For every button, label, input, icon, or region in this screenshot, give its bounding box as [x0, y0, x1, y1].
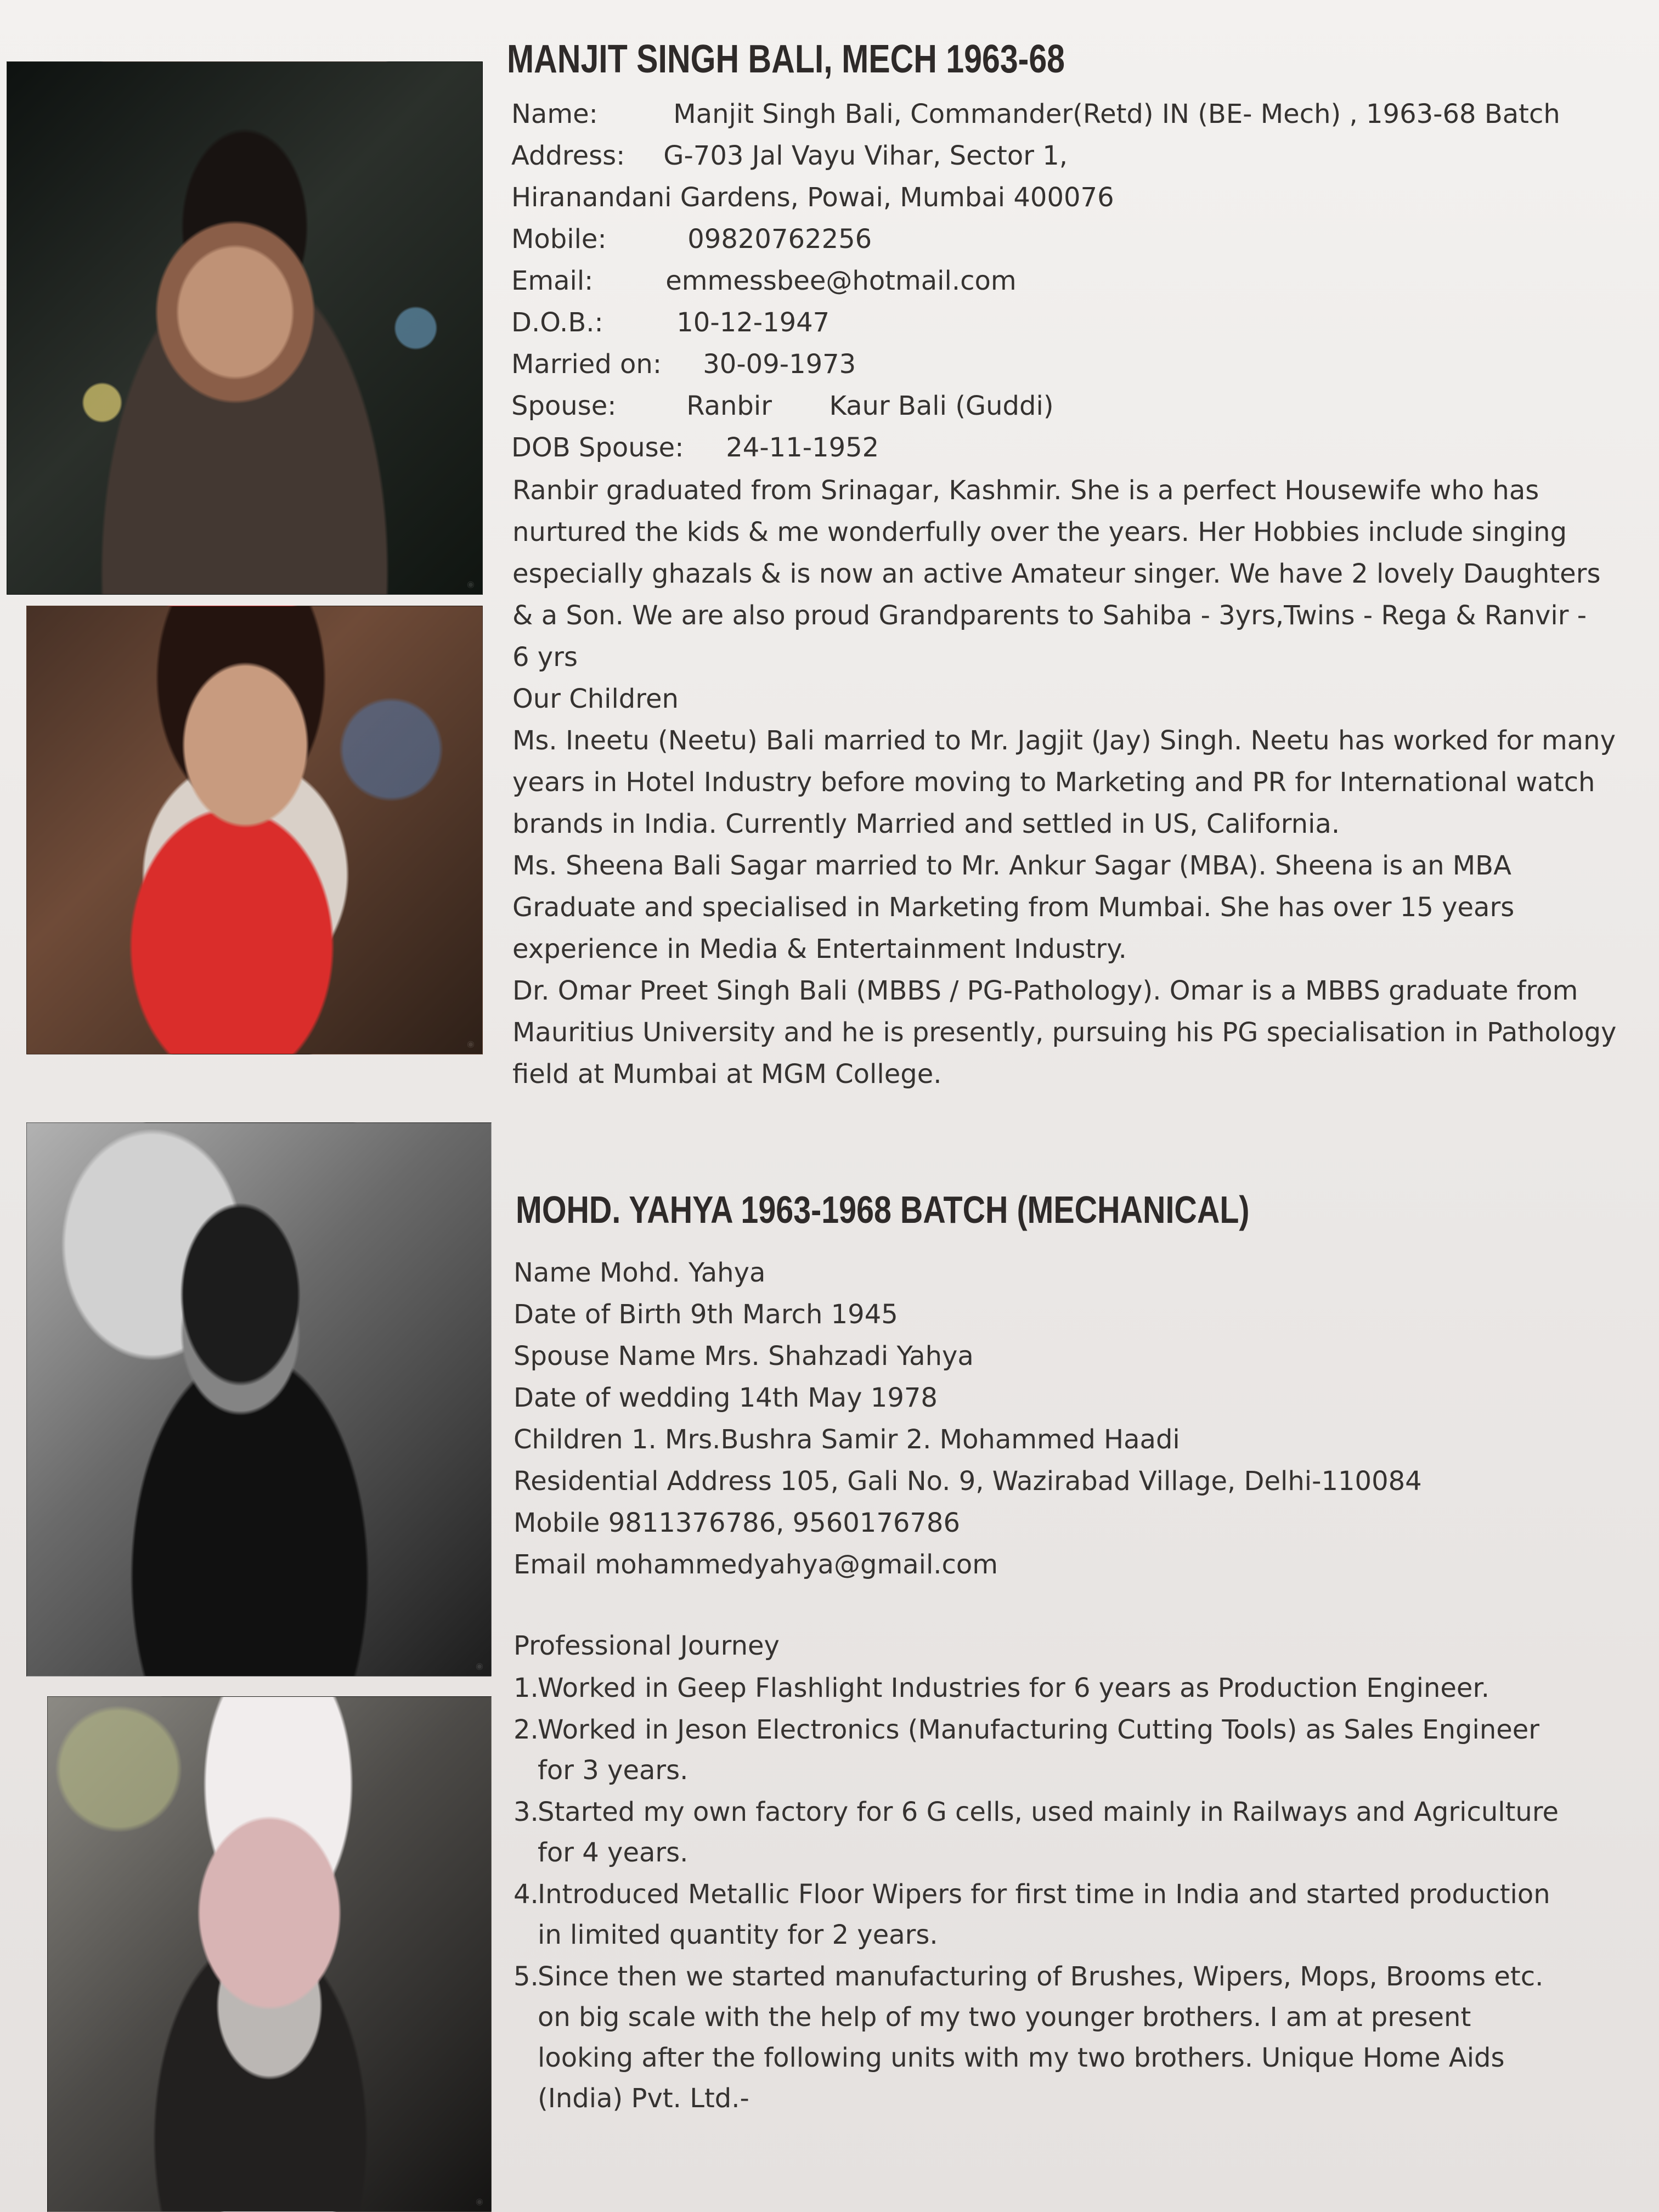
professional-journey-list	[514, 1668, 1567, 2120]
profile-field-line: Spouse Name Mrs. Shahzadi Yahya	[514, 1341, 974, 1372]
married-on-label: Married on:	[511, 349, 662, 380]
dob-value: 10-12-1947	[676, 307, 830, 338]
journey-item-content	[538, 1956, 1567, 2119]
portrait-icon: ◉	[476, 1661, 483, 1671]
section-2-title: MOHD. YAHYA 1963-1968 BATCH (MECHANICAL)	[516, 1188, 1250, 1231]
profile-field-line: Date of Birth 9th March 1945	[514, 1299, 898, 1330]
portrait-ranbir-kaur-bali	[26, 606, 483, 1054]
story-line: Ranbir graduated from Srinagar, Kashmir. She is a perfect Housewife who has	[512, 475, 1539, 506]
story-line: Ms. Sheena Bali Sagar married to Mr. Ankur Sagar (MBA). Sheena is an MBA	[512, 850, 1511, 881]
spouse-last-name: Kaur Bali (Guddi)	[829, 391, 1054, 421]
story-line: Mauritius University and he is presently, pursuing his PG specialisation in Pathology	[512, 1017, 1617, 1048]
profile-field-line: Date of wedding 14th May 1978	[514, 1383, 938, 1413]
mobile-label: Mobile:	[511, 224, 607, 255]
journey-item	[514, 1874, 1567, 1955]
journey-item-line: (India) Pvt. Ltd.-	[538, 2083, 749, 2114]
journey-item-line: for 4 years.	[538, 1837, 689, 1868]
address-line-1: G-703 Jal Vayu Vihar, Sector 1,	[663, 140, 1068, 171]
professional-journey-title: Professional Journey	[514, 1630, 780, 1661]
journey-item	[514, 1792, 1567, 1873]
address-label: Address:	[511, 140, 625, 171]
journey-item	[514, 1956, 1567, 2119]
story-line: 6 yrs	[512, 642, 578, 673]
dob-label: D.O.B.:	[511, 307, 603, 338]
journey-item	[514, 1668, 1567, 1708]
journey-item-line: Worked in Jeson Electronics (Manufacturing Cutting Tools) as Sales Engineer	[538, 1714, 1540, 1745]
journey-item-content	[538, 1709, 1567, 1791]
story-line: & a Son. We are also proud Grandparents to Sahiba - 3yrs,Twins - Rega & Ranvir -	[512, 600, 1587, 631]
married-on-value: 30-09-1973	[703, 349, 856, 380]
journey-item-line: Introduced Metallic Floor Wipers for first time in India and started production	[538, 1879, 1550, 1910]
profile-field-line: Name Mohd. Yahya	[514, 1257, 766, 1288]
journey-item	[514, 1709, 1567, 1791]
story-line: nurtured the kids & me wonderfully over the years. Her Hobbies include singing	[512, 517, 1567, 548]
married-on-row	[511, 343, 1614, 385]
journey-item-line: looking after the following units with my two brothers. Unique Home Aids	[538, 2042, 1505, 2073]
portrait-icon: ◉	[476, 2196, 483, 2207]
section-1-profile-fields	[511, 93, 1614, 469]
journey-item-line: on big scale with the help of my two younger brothers. I am at present	[538, 2002, 1471, 2033]
journey-item-number: 3.	[514, 1797, 539, 1827]
portrait-mohd-yahya-young	[26, 1122, 492, 1677]
spouse-first-name: Ranbir	[686, 391, 772, 421]
mobile-value: 09820762256	[687, 224, 872, 255]
spouse-label: Spouse:	[511, 391, 617, 421]
profile-field-line: Mobile 9811376786, 9560176786	[514, 1508, 961, 1538]
portrait-icon: ◉	[467, 579, 475, 589]
portrait-manjit-singh-bali	[7, 61, 483, 595]
mobile-row	[511, 218, 1614, 260]
story-line: Our Children	[512, 684, 679, 714]
name-label: Name:	[511, 99, 598, 129]
story-line: Dr. Omar Preet Singh Bali (MBBS / PG-Pathology). Omar is a MBBS graduate from	[512, 975, 1578, 1006]
journey-item-number: 1.	[514, 1673, 539, 1703]
journey-item-number: 4.	[514, 1879, 539, 1910]
dob-row	[511, 302, 1614, 343]
story-line: field at Mumbai at MGM College.	[512, 1059, 942, 1090]
story-line: experience in Media & Entertainment Industry.	[512, 934, 1127, 964]
address-row	[511, 135, 1614, 177]
journey-item-line: Worked in Geep Flashlight Industries for 6 years as Production Engineer.	[538, 1673, 1490, 1703]
journey-item-line: Started my own factory for 6 G cells, used mainly in Railways and Agriculture	[538, 1797, 1559, 1827]
story-line: brands in India. Currently Married and settled in US, California.	[512, 809, 1340, 839]
email-value: emmessbee@hotmail.com	[665, 266, 1017, 296]
story-line: especially ghazals & is now an active Amateur singer. We have 2 lovely Daughters	[512, 558, 1601, 589]
journey-item-line: in limited quantity for 2 years.	[538, 1920, 938, 1950]
journey-item-number: 2.	[514, 1714, 539, 1745]
journey-item-content	[538, 1874, 1567, 1955]
address-line-2-row	[511, 177, 1614, 218]
profile-field-line: Email mohammedyahya@gmail.com	[514, 1549, 998, 1580]
name-row	[511, 93, 1614, 135]
portrait-mohd-yahya-older	[47, 1696, 492, 2212]
dob-spouse-value: 24-11-1952	[726, 432, 879, 463]
story-line: Graduate and specialised in Marketing from Mumbai. She has over 15 years	[512, 892, 1515, 923]
email-label: Email:	[511, 266, 594, 296]
journey-item-number: 5.	[514, 1961, 539, 1992]
portrait-icon: ◉	[467, 1039, 475, 1049]
spouse-row	[511, 385, 1614, 427]
story-line: Ms. Ineetu (Neetu) Bali married to Mr. Jagjit (Jay) Singh. Neetu has worked for many	[512, 725, 1616, 756]
section-1-title: MANJIT SINGH BALI, MECH 1963-68	[507, 37, 1065, 81]
name-value: Manjit Singh Bali, Commander(Retd) IN (BE- Mech) , 1963-68 Batch	[673, 99, 1560, 129]
address-line-2: Hiranandani Gardens, Powai, Mumbai 400076	[511, 182, 1114, 213]
dob-spouse-label: DOB Spouse:	[511, 432, 684, 463]
story-line: years in Hotel Industry before moving to Marketing and PR for International watch	[512, 767, 1595, 798]
section-2-profile-fields	[514, 1252, 1517, 1585]
email-row	[511, 260, 1614, 302]
dob-spouse-row	[511, 427, 1614, 469]
profile-field-line: Children 1. Mrs.Bushra Samir 2. Mohammed Haadi	[514, 1424, 1180, 1455]
journey-item-line: for 3 years.	[538, 1755, 689, 1786]
section-1-story	[512, 470, 1617, 1095]
profile-field-line: Residential Address 105, Gali No. 9, Wazirabad Village, Delhi-110084	[514, 1466, 1422, 1497]
journey-item-line: Since then we started manufacturing of Brushes, Wipers, Mops, Brooms etc.	[538, 1961, 1544, 1992]
journey-item-content	[538, 1668, 1567, 1708]
journey-item-content	[538, 1792, 1567, 1873]
